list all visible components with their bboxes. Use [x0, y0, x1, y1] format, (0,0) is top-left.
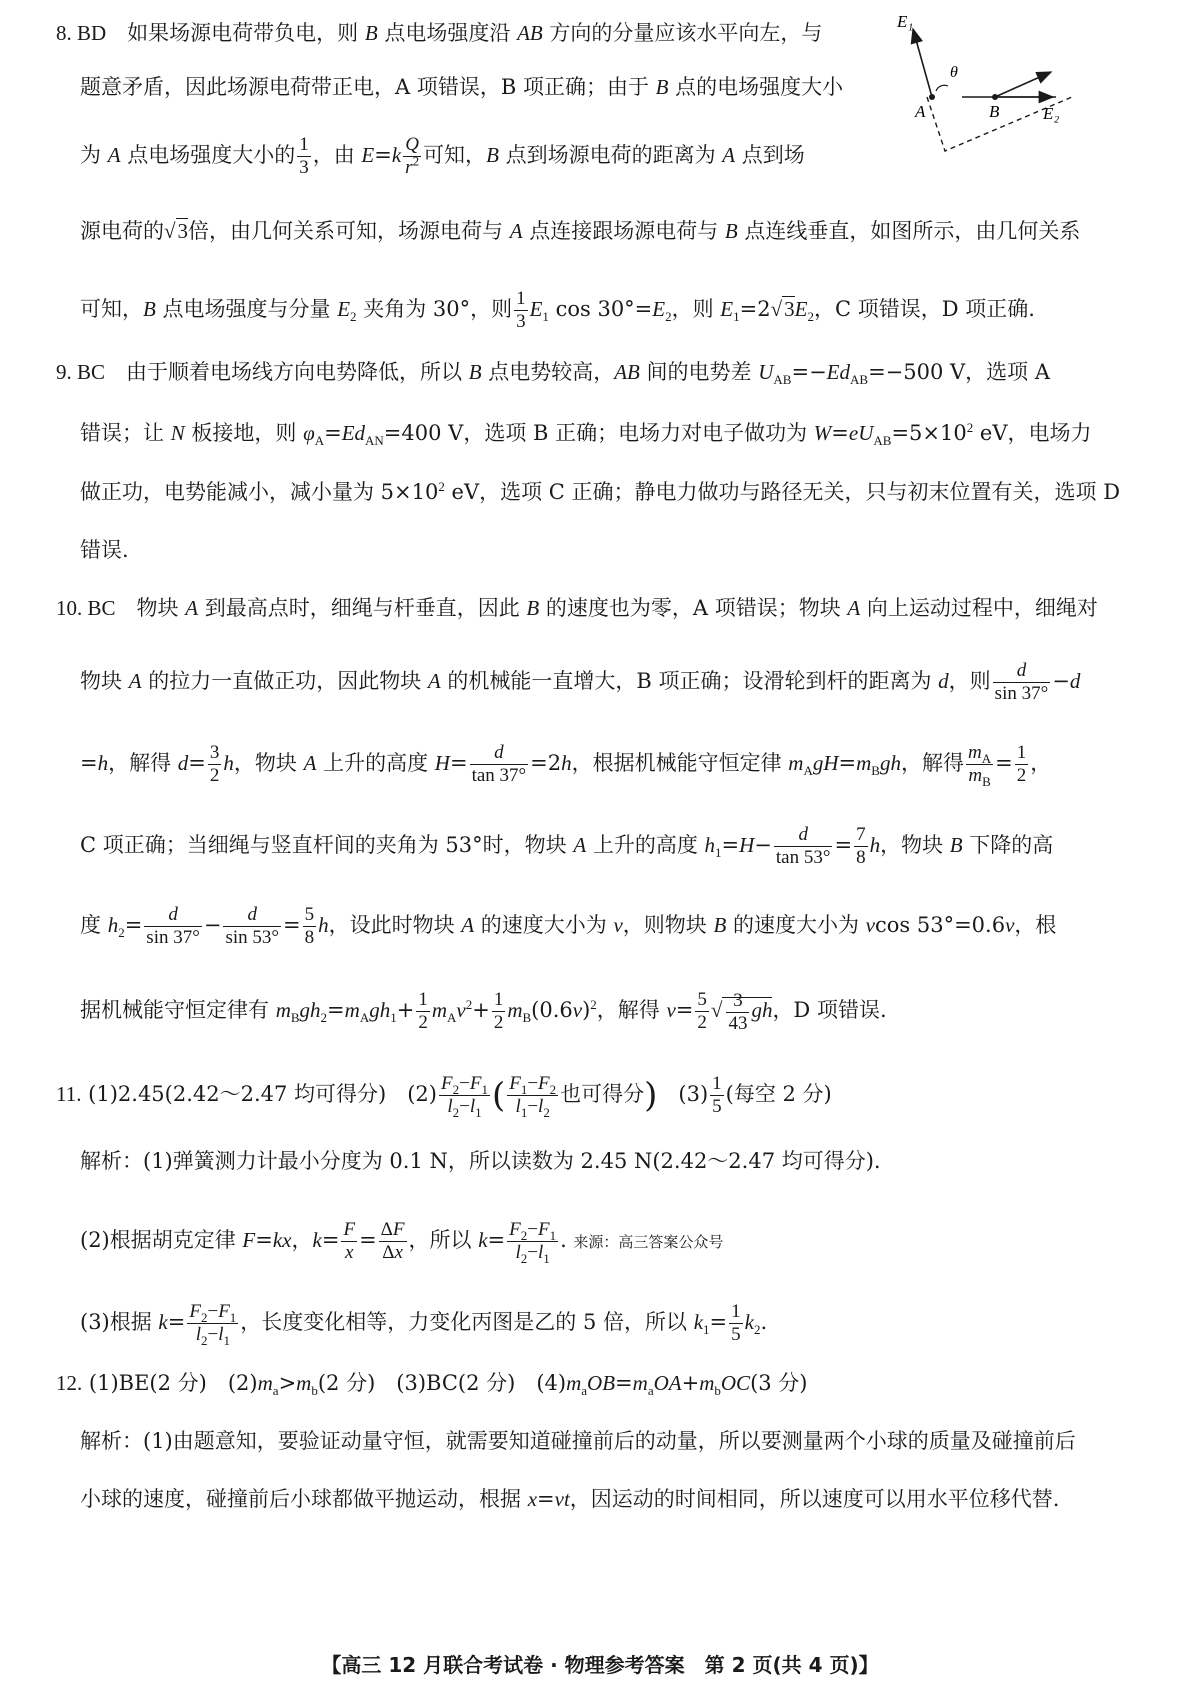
q9-line-1: 9. BC 由于顺着电场线方向电势降低，所以 B 点电势较高，AB 间的电势差 $U_{AB}=-Ed_{AB}=-500$ V，选项 A — [56, 360, 1051, 388]
q10-line-3: =h，解得 d= $\frac{3}{2}$ h，物块 A 上升的高度 H= $\frac{d}{\tan 37^\circ}$ =2h，根据机械能守恒定律 $m_AgH=m_Bgh$，解得 $\frac{m_A}{m_B}$ = $\frac{1}{2}$ ， — [80, 742, 1052, 789]
q10-line-2: 物块 A 的拉力一直做正功，因此物块 A 的机械能一直增大，B 项正确；设滑轮到杆的距离为 d，则 $\frac{d}{\sin 37^\circ}$ −d — [80, 660, 1081, 704]
q10-line-5: 度 $h_2=$ $\frac{d}{\sin 37^\circ}$ − $\frac{d}{\sin 53^\circ}$ = $\frac{5}{8}$ h，设此时物块 A 的速度大小为 v，则物块 B 的速度大小为 vcos 53°=0.6v，根 — [80, 904, 1057, 948]
point-a — [929, 94, 935, 100]
q9-line-2: 错误；让 N 板接地，则 $\varphi_A=Ed_{AN}=400$ V，选项 B 正确；电场力对电子做功为 $W=eU_{AB}=5\times 10^2$ eV，电场力 — [80, 420, 1092, 449]
vector-field-b — [995, 72, 1051, 97]
q9-line-3: 做正功，电势能减小，减小量为 $5\times 10^2$ eV，选项 C 正确；静电力做功与路径无关，只与初末位置有关，选项 D — [80, 479, 1121, 504]
q8-line-1: 8. BD 如果场源电荷带负电，则 B 点电场强度沿 AB 方向的分量应该水平向左，与 — [56, 21, 823, 45]
point-b — [992, 94, 998, 100]
q12-line-3: 小球的速度，碰撞前后小球都做平抛运动，根据 x=vt，因运动的时间相同，所以速度可以用水平位移代替. — [80, 1487, 1060, 1511]
page-footer: 【高三 12 月联合考试卷 · 物理参考答案 第 2 页(共 4 页)】 — [321, 1653, 879, 1677]
label-e1: E₁ — [897, 14, 914, 31]
theta-arc — [936, 85, 948, 91]
q8-line-3: 为 A 点电场强度大小的 $\frac{1}{3}$ ，由 E=k $\frac{Q}{r^2}$ 可知，B 点到场源电荷的距离为 A 点到场 — [80, 134, 805, 178]
q10-line-4: C 项正确；当细绳与竖直杆间的夹角为 53°时，物块 A 上升的高度 $h_1=H-$ $\frac{d}{\tan 53^\circ}$ = $\frac{7}{8}$ h，物块 B 下降的高 — [80, 824, 1054, 868]
q9-line-4: 错误. — [80, 538, 129, 562]
q12-line-1: 12. (1)BE(2 分) $(2)m_a>m_b(2$ 分) (3)BC(2 分) $(4)m_aOB=m_aOA+m_bOC(3$ 分) — [56, 1371, 808, 1399]
q8-line-5: 可知，B 点电场强度与分量 $E_2$ 夹角为 30°，则 $\frac{1}{3}$ $E_1$ $\cos 30^\circ=E_2$，则 $E_1=2√3E_2$，C 项错误，D 项正确. — [80, 288, 1035, 332]
q10-line-6: 据机械能守恒定律有 $m_Bgh_2=m_Agh_1+$ $\frac{1}{2}$ $m_Av^2+$ $\frac{1}{2}$ $m_B(0.6v)^2$，解得 v= $\frac{5}{2}$ √ $\frac{3}{43}$ gh，D 项错误. — [80, 989, 887, 1034]
q11-line-1: 11. (1)2.45(2.42～2.47 均可得分) (2) $\frac{F_2-F_1}{l_2-l_1}$ ( $\frac{F_1-F_2}{l_1-l_2}$ 也可得分) (3) $\frac{1}{5}$ (每空 2 分) — [56, 1073, 832, 1120]
q12-line-2: 解析：(1)由题意知，要验证动量守恒，就需要知道碰撞前后的动量，所以要测量两个小球的质量及碰撞前后 — [80, 1429, 1076, 1453]
vector-e1 — [913, 29, 932, 97]
label-theta: θ — [950, 64, 958, 81]
q11-line-3: (2)根据胡克定律 F=kx，k= $\frac{F}{x}$ = $\frac{\Delta F}{\Delta x}$ ，所以 k= $\frac{F_2-F_1}{l_2-l_1}$ . 来源：高三答案公众号 — [80, 1219, 724, 1266]
q10-line-1: 10. BC 物块 A 到最高点时，细绳与杆垂直，因此 B 的速度也为零，A 项错误；物块 A 向上运动过程中，细绳对 — [56, 596, 1098, 620]
q8-line-2: 题意矛盾，因此场源电荷带正电，A 项错误，B 项正确；由于 B 点的电场强度大小 — [80, 75, 844, 99]
label-b: B — [989, 102, 1000, 121]
label-e2: E₂ — [1043, 104, 1060, 123]
source-note: 来源：高三答案公众号 — [573, 1233, 724, 1251]
q8-line-4: 源电荷的√3倍，由几何关系可知，场源电荷与 A 点连接跟场源电荷与 B 点连线垂直，如图所示，由几何关系 — [80, 219, 1081, 243]
q11-line-4: (3)根据 k= $\frac{F_2-F_1}{l_2-l_1}$ ，长度变化相等，力变化丙图是乙的 5 倍，所以 $k_1=$ $\frac{1}{5}$ $k_2$. — [80, 1301, 768, 1348]
q11-line-2: 解析：(1)弹簧测力计最小分度为 0.1 N，所以读数为 2.45 N(2.42～2.47 均可得分). — [80, 1149, 881, 1173]
label-a: A — [915, 102, 926, 121]
field-vector-figure — [885, 14, 1095, 164]
